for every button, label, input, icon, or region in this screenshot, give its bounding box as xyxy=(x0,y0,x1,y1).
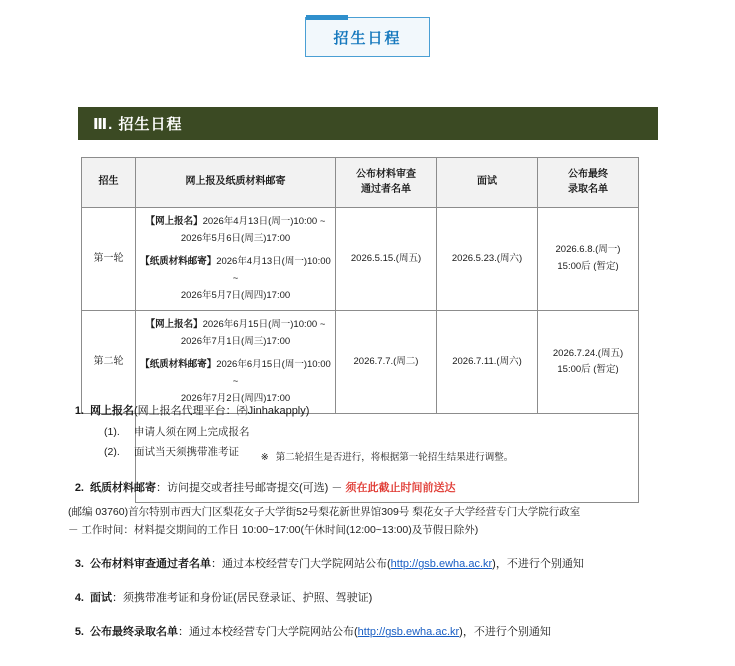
note-1-body xyxy=(90,403,727,461)
note-item-4 xyxy=(62,590,727,607)
section-title: Ⅲ. 招生日程 xyxy=(93,116,183,133)
note-5-rest-after: )，不进行个别通知 xyxy=(459,626,551,639)
note-4-rest: ：须携带准考证和身份证(居民登录证、护照、驾驶证) xyxy=(112,592,373,605)
note-3-website-link[interactable]: http://gsb.ewha.ac.kr xyxy=(390,558,493,571)
column-header-final xyxy=(538,158,639,208)
column-header-review-line2: 通过者名单 xyxy=(361,183,411,195)
cell-interview-date: 2026.7.11.(周六) xyxy=(437,311,538,414)
column-header-interview-line1: 面试 xyxy=(477,176,497,188)
online-application-line xyxy=(140,214,331,231)
note-1-number: 1. xyxy=(74,405,84,417)
note-2-body xyxy=(68,480,727,540)
spacer xyxy=(62,542,727,556)
table-row xyxy=(82,311,639,414)
spacer xyxy=(140,350,331,357)
online-application-label: 【网上报名】 xyxy=(145,319,203,331)
spacer xyxy=(62,610,727,624)
footnote-text: 第二轮招生是否进行，将根据第一轮招生结果进行调整。 xyxy=(275,451,514,463)
note-3-body xyxy=(90,556,727,573)
note-5-body xyxy=(90,624,727,641)
cell-application-period xyxy=(136,208,336,311)
online-application-label: 【网上报名】 xyxy=(145,216,203,227)
note-1-sub-item-1 xyxy=(90,424,727,440)
table-header xyxy=(82,158,639,208)
online-application-range1: 2026年4月13日(周一)10:00 ~ xyxy=(202,216,326,227)
note-2-number: 2. xyxy=(74,481,84,494)
column-header-application xyxy=(136,158,336,208)
footnote-mark: ※ xyxy=(260,451,269,463)
online-application-range2: 2026年7月1日(周三)17:00 xyxy=(180,335,291,347)
section-header-bar xyxy=(78,107,658,140)
note-4-body xyxy=(90,590,727,607)
note-1-sub-item-2 xyxy=(90,444,727,460)
note-2-alert: 须在此截止时间前送达 xyxy=(345,481,456,494)
online-application-range2: 2026年5月6日(周三)17:00 xyxy=(180,232,291,244)
note-1-sub-1-number: (1). xyxy=(104,426,120,439)
cell-review-date: 2026.5.15.(周五) xyxy=(336,208,437,311)
note-4-number: 4. xyxy=(74,592,84,605)
paper-application-label: 【纸质材料邮寄】 xyxy=(140,256,217,268)
table-row xyxy=(82,208,639,311)
note-item-2 xyxy=(62,480,727,540)
notes-list xyxy=(62,403,727,645)
page-badge xyxy=(305,17,430,57)
paper-application-line xyxy=(140,357,331,390)
paper-application-label: 【纸质材料邮寄】 xyxy=(140,359,217,371)
note-4-lead: 面试 xyxy=(90,592,112,605)
note-3-rest-before: ：通过本校经营专门大学院网站公布( xyxy=(211,558,391,571)
note-1-sub-2-number: (2). xyxy=(104,446,120,459)
spacer xyxy=(62,576,727,590)
final-date-line1: 2026.7.24.(周五) xyxy=(552,347,624,359)
column-header-round xyxy=(82,158,136,208)
cell-final-date xyxy=(538,311,639,414)
badge-label: 招生日程 xyxy=(333,29,402,47)
paper-application-range1: 2026年4月13日(周一)10:00 ~ xyxy=(216,256,331,284)
note-5-number: 5. xyxy=(74,626,84,639)
spacer xyxy=(62,464,727,480)
note-1-sublist xyxy=(90,424,727,461)
column-header-round-line1: 招生 xyxy=(98,176,119,188)
column-header-review-line1: 公布材料审查 xyxy=(356,169,416,180)
note-2-address-block xyxy=(68,503,727,540)
paper-application-range1: 2026年6月15日(周一)10:00 ~ xyxy=(216,359,331,387)
column-header-review xyxy=(336,158,437,208)
cell-application-period xyxy=(136,311,336,414)
badge-accent-bar xyxy=(306,15,348,20)
column-header-final-line1: 公布最终 xyxy=(568,169,608,180)
paper-application-range2: 2026年7月2日(周四)17:00 xyxy=(180,392,291,404)
note-item-5 xyxy=(62,624,727,641)
note-item-1 xyxy=(62,403,727,461)
note-5-website-link[interactable]: http://gsb.ewha.ac.kr xyxy=(357,626,460,639)
table-header-row xyxy=(82,158,639,208)
paper-application-range2: 2026年5月7日(周四)17:00 xyxy=(180,289,291,301)
note-2-hours: － 工作时间：材料提交期间的工作日 10:00~17:00(午休时间(12:00~13:00)及节假日除外) xyxy=(68,524,479,536)
note-2-lead: 纸质材料邮寄 xyxy=(90,481,156,494)
paper-application-line xyxy=(140,254,331,287)
cell-round: 第二轮 xyxy=(82,311,136,414)
cell-review-date: 2026.7.7.(周二) xyxy=(336,311,437,414)
note-1-lead: 网上报名 xyxy=(90,405,134,417)
cell-interview-date: 2026.5.23.(周六) xyxy=(437,208,538,311)
note-5-rest-before: ：通过本校经营专门大学院网站公布( xyxy=(178,626,358,639)
note-1-sub-2-text: 面试当天须携带准考证 xyxy=(134,446,239,459)
online-application-range1: 2026年6月15日(周一)10:00 ~ xyxy=(202,319,326,331)
online-application-line xyxy=(140,317,331,334)
note-3-number: 3. xyxy=(74,558,84,571)
note-2-address: (邮编 03760)首尔特别市西大门区梨花女子大学街52号梨花新世界馆309号 梨花女子大学经营专门大学院行政室 xyxy=(68,505,581,518)
column-header-interview xyxy=(437,158,538,208)
note-1-sub-1-text: 申请人须在网上完成报名 xyxy=(134,426,250,439)
final-date-line1: 2026.6.8.(周一) xyxy=(555,244,621,256)
note-1-rest: (网上报名代理平台：㈜Jinhakapply) xyxy=(134,405,310,417)
page-badge-container xyxy=(0,17,735,57)
cell-round: 第一轮 xyxy=(82,208,136,311)
note-3-lead: 公布材料审查通过者名单 xyxy=(90,558,211,571)
note-2-rest: ：访问提交或者挂号邮寄提交(可选) － xyxy=(156,481,343,494)
final-date-line2: 15:00后 (暂定) xyxy=(557,261,619,273)
final-date-line2: 15:00后 (暂定) xyxy=(557,364,619,376)
note-item-3 xyxy=(62,556,727,573)
note-5-lead: 公布最终录取名单 xyxy=(90,626,178,639)
cell-final-date xyxy=(538,208,639,311)
note-3-rest-after: )，不进行个别通知 xyxy=(492,558,584,571)
column-header-final-line2: 录取名单 xyxy=(568,183,608,195)
column-header-application-line1: 网上报及纸质材料邮寄 xyxy=(185,176,286,188)
spacer xyxy=(140,247,331,254)
